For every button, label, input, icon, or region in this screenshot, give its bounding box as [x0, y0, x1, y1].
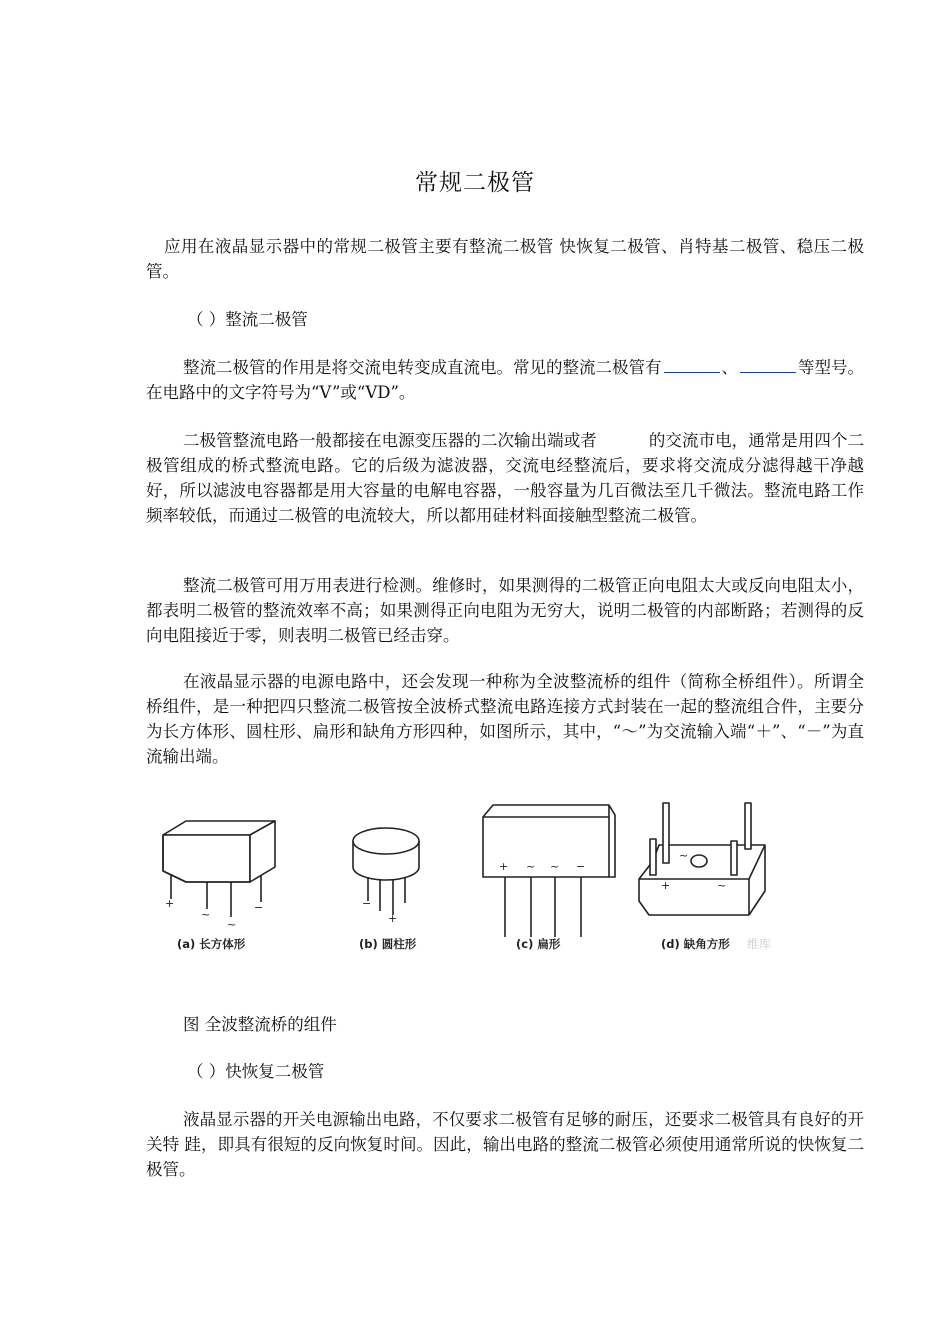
rectifier-paragraph-2: [146, 428, 864, 528]
section-heading-fast-recovery: （ ）快恢复二极管: [187, 1062, 325, 1081]
rectifier-paragraph-1: [146, 355, 864, 405]
fast-recovery-paragraph: 液晶显示器的开关电源输出电路，不仅要求二极管有足够的耐压，还要求二极管具有良好的开关特 跬，即具有很短的反向恢复时间。因此，输出电路的整流二极管必须使用通常所说的快恢复二极管。: [146, 1110, 864, 1179]
fig-b-minus-label: −: [362, 897, 372, 910]
fig-d-tilde-label-1: ~: [679, 849, 689, 862]
fig-a-tilde-label-1: ~: [201, 908, 211, 921]
chamfered-bridge-drawing: [639, 803, 765, 915]
fig-a-tilde-label-2: ~: [227, 918, 237, 931]
fig-a-plus-label: +: [165, 897, 175, 910]
watermark-text: 维库: [747, 937, 772, 951]
fig-d-tilde-label-2: ~: [717, 879, 727, 892]
fig-a-minus-label: −: [254, 901, 264, 914]
fig-b-caption: (b) 圆柱形: [359, 937, 417, 951]
rectifier-p2-text-end: 的交流市电，通常是用四个二极管组成的桥式整流电路。它的后级为滤波器，交流电经整流后，要求将交流成分滤得越干净越好，所以滤波电容器都是用大容量的电解电容器，一般容量为几百微法至几千微法。整流电路工作频率较低，而通过二极管的电流较大，所以都用硅材料面接触型整流二极管。: [146, 431, 865, 525]
page-title: 常规二极管: [415, 170, 535, 196]
bridge-rectifier-figure: [143, 797, 783, 963]
rectifier-p2-text-start: 二极管整流电路一般都接在电源变压器的二次输出端或者: [183, 431, 597, 450]
fig-c-plus-label: +: [499, 860, 509, 873]
intro-paragraph: 应用在液晶显示器中的常规二极管主要有整流二极管 快恢复二极管、肖特基二极管、稳压二极管。: [146, 237, 864, 281]
fig-a-caption: (a) 长方体形: [177, 937, 246, 951]
section-heading-rectifier: （ ）整流二极管: [187, 310, 308, 329]
fill-blank-1: [664, 358, 720, 373]
fig-c-tilde-label-1: ~: [526, 860, 536, 873]
fill-blank-2: [740, 358, 796, 373]
fig-d-plus-label: +: [661, 879, 671, 892]
fig-b-plus-label: +: [388, 912, 398, 925]
fig-c-minus-label: −: [576, 860, 586, 873]
rectifier-paragraph-4: 在液晶显示器的电源电路中，还会发现一种称为全波整流桥的组件（简称全桥组件）。所谓全桥组件，是一种把四只整流二极管按全波桥式整流电路连接方式封装在一起的整流组合件，主要分为长方体形、圆柱形、扁形和缺角方形四种，如图所示，其中，“～”为交流输入端“＋”、“－”为直流输出端。: [146, 672, 864, 766]
rectifier-p1-text-start: 整流二极管的作用是将交流电转变成直流电。常见的整流二极管有: [183, 358, 662, 377]
rectifier-paragraph-3: 整流二极管可用万用表进行检测。维修时，如果测得的二极管正向电阻太大或反向电阻太小，都表明二极管的整流效率不高；如果测得正向电阻为无穷大，说明二极管的内部断路；若测得的反向电阻接近于零，则表明二极管已经击穿。: [146, 576, 864, 645]
fig-c-tilde-label-2: ~: [550, 860, 560, 873]
rectifier-p1-text-end: 等型号。在电路中的文字符号为“V”或“VD”。: [146, 358, 864, 402]
fig-c-caption: (c) 扁形: [516, 937, 561, 951]
fig-d-caption: (d) 缺角方形: [661, 937, 730, 951]
figure-caption: 图 全波整流桥的组件: [183, 1015, 337, 1034]
rectifier-p1-separator: 、: [721, 358, 738, 377]
